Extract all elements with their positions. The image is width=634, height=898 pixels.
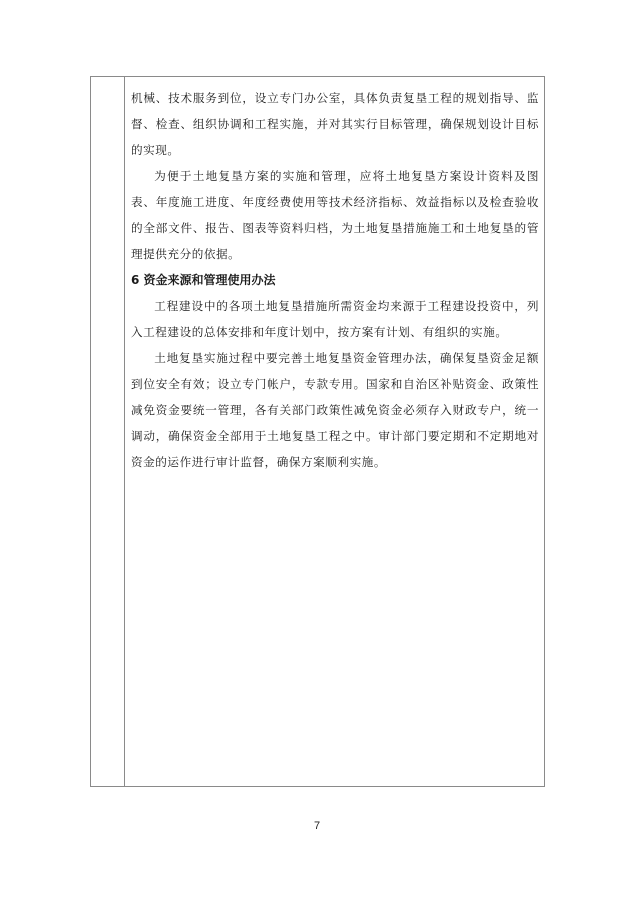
paragraph-fund-management: 土地复垦实施过程中要完善土地复垦资金管理办法，确保复垦资金足额到位安全有效；设立专门帐户，专款专用。国家和自治区补贴资金、政策性减免资金要统一管理，各有关部门政策性减免资金必须存入财政专户，统一调动，确保资金全部用于土地复垦工程之中。审计部门要定期和不定期地对资金的运作进行审计监督，确保方案顺利实施。 — [131, 351, 539, 469]
paragraph-continued: 机械、技术服务到位，设立专门办公室，具体负责复垦工程的规划指导、监督、检查、组织协调和工程实施，并对其实行目标管理，确保规划设计目标的实现。 — [131, 91, 539, 157]
page-number: 7 — [313, 820, 321, 832]
section-heading: 6 资金来源和管理使用办法 — [131, 273, 276, 287]
table-content-cell — [131, 85, 539, 475]
paragraph-archiving: 为便于土地复垦方案的实施和管理，应将土地复垦方案设计资料及图表、年度施工进度、年度经费使用等技术经济指标、效益指标以及检查验收的全部文件、报告、图表等资料归档，为土地复垦措施施工和土地复垦的管理提供充分的依据。 — [131, 169, 539, 261]
paragraph-funding-source: 工程建设中的各项土地复垦措施所需资金均来源于工程建设投资中，列入工程建设的总体安排和年度计划中，按方案有计划、有组织的实施。 — [131, 299, 539, 339]
table-left-column — [91, 77, 125, 786]
content-table — [90, 76, 545, 787]
